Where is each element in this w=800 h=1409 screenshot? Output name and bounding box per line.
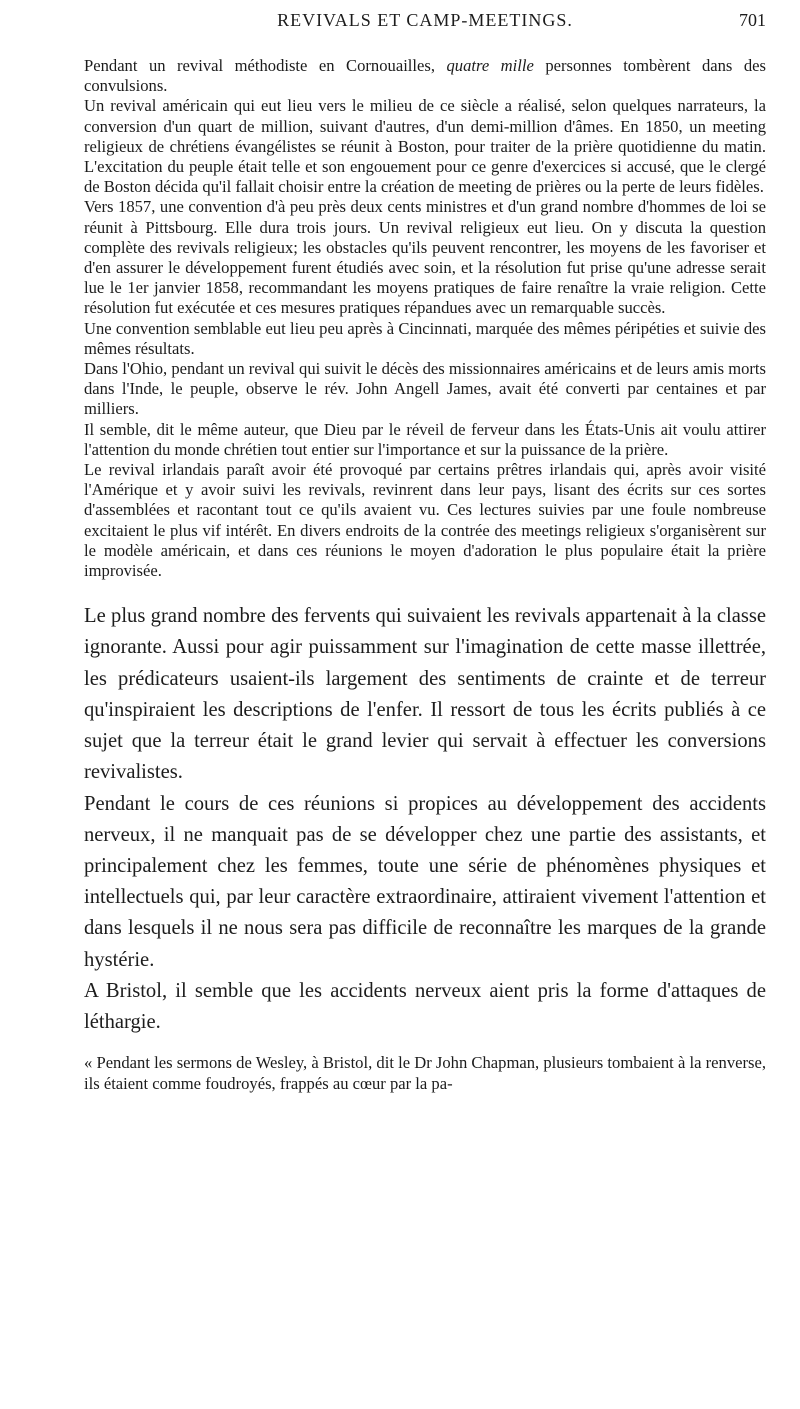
text-run: Pendant un revival méthodiste en Cornouailles, [84, 56, 447, 75]
paragraph: Vers 1857, une convention d'à peu près deux cents ministres et d'un grand nombre d'hommes de loi se réunit à Pittsbourg. Elle dura trois jours. Un revival religieux eut lieu. On y discuta la question complète des revivals religieux; les obstacles qu'ils peuvent rencontrer, les moyens de les favoriser et d'en assurer le développement furent étudiés avec soin, et la résolution fut prise qu'une adresse serait lue le 1er janvier 1858, recommandant les moyens pratiques de faire renaître la vraie religion. Cette résolution fut exécutée et ces mesures pratiques répandues avec un remarquable succès. [84, 197, 766, 318]
page-number: 701 [739, 10, 766, 30]
emphasis-text: quatre mille [446, 56, 534, 75]
paragraph: Le revival irlandais paraît avoir été provoqué par certains prêtres irlandais qui, après avoir visité l'Amérique et y avoir suivi les revivals, revinrent dans leur pays, lisant des écrits sur ces sortes d'assemblées et racontant tout ce qu'ils avaient vu. Ces lectures suivies par une foule nombreuse excitaient le plus vif intérêt. En divers endroits de la contrée des meetings religieux s'organisèrent sur le modèle américain, et dans ces réunions le moyen d'adoration le plus populaire était la prière improvisée. [84, 460, 766, 581]
quotation [84, 1052, 766, 1094]
paragraph [84, 56, 766, 96]
paragraph: Un revival américain qui eut lieu vers le milieu de ce siècle a réalisé, selon quelques narrateurs, la conversion d'un quart de million, suivant d'autres, d'un demi-million d'âmes. En 1850, un meeting religieux de chrétiens évangélistes se réunit à Boston, pour traiter de la prière quotidienne du matin. L'excitation du peuple était telle et son engouement pour ce genre d'exercices si accusé, que le clergé de Boston décida qu'il fallait choisir entre la création de meeting de prières ou la perte de leurs fidèles. [84, 96, 766, 197]
paragraph: Pendant le cours de ces réunions si propices au développement des accidents nerveux, il ne manquait pas de se développer chez une partie des assistants, et principalement chez les femmes, toute une série de phénomènes physiques et intellectuels qui, par leur caractère extraordinaire, attiraient vivement l'attention et dans lesquels il ne nous sera pas difficile de reconnaître les marques de la grande hystérie. [84, 792, 766, 971]
paragraph: A Bristol, il semble que les accidents nerveux aient pris la forme d'attaques de léthargie. [84, 979, 766, 1033]
paragraph: Dans l'Ohio, pendant un revival qui suivit le décès des missionnaires américains et de leurs amis morts dans l'Inde, le peuple, observe le rév. John Angell James, avait été converti par centaines et par milliers. [84, 359, 766, 419]
running-title: REVIVALS ET CAMP-MEETINGS. [277, 10, 573, 30]
paragraph: Il semble, dit le même auteur, que Dieu par le réveil de ferveur dans les États-Unis ait voulu attirer l'attention du monde chrétien tout entier sur l'importance et sur la puissance de la prière. [84, 419, 766, 459]
paragraph: Le plus grand nombre des fervents qui suivaient les revivals appartenait à la classe ignorante. Aussi pour agir puissamment sur l'imagination de cette masse illettrée, les prédicateurs usaient-ils largement des sentiments de crainte et de terreur qu'inspiraient les descriptions de l'enfer. Il ressort de tous les écrits publiés à ce sujet que la terreur était le grand levier qui servait à effectuer les conversions revivalistes. [84, 605, 766, 784]
text-run: personnes tombèrent dans des convulsions. [84, 56, 766, 96]
running-head [84, 0, 766, 34]
paragraph: Une convention semblable eut lieu peu après à Cincinnati, marquée des mêmes péripéties et suivie des mêmes résultats. [84, 318, 766, 358]
main-text-section [84, 601, 766, 1038]
quotation-text: « Pendant les sermons de Wesley, à Bristol, dit le Dr John Chapman, plusieurs tombaient à la renverse, ils étaient comme foudroyés, frappés au cœur par la pa- [84, 1053, 766, 1094]
small-print-section [84, 56, 766, 581]
